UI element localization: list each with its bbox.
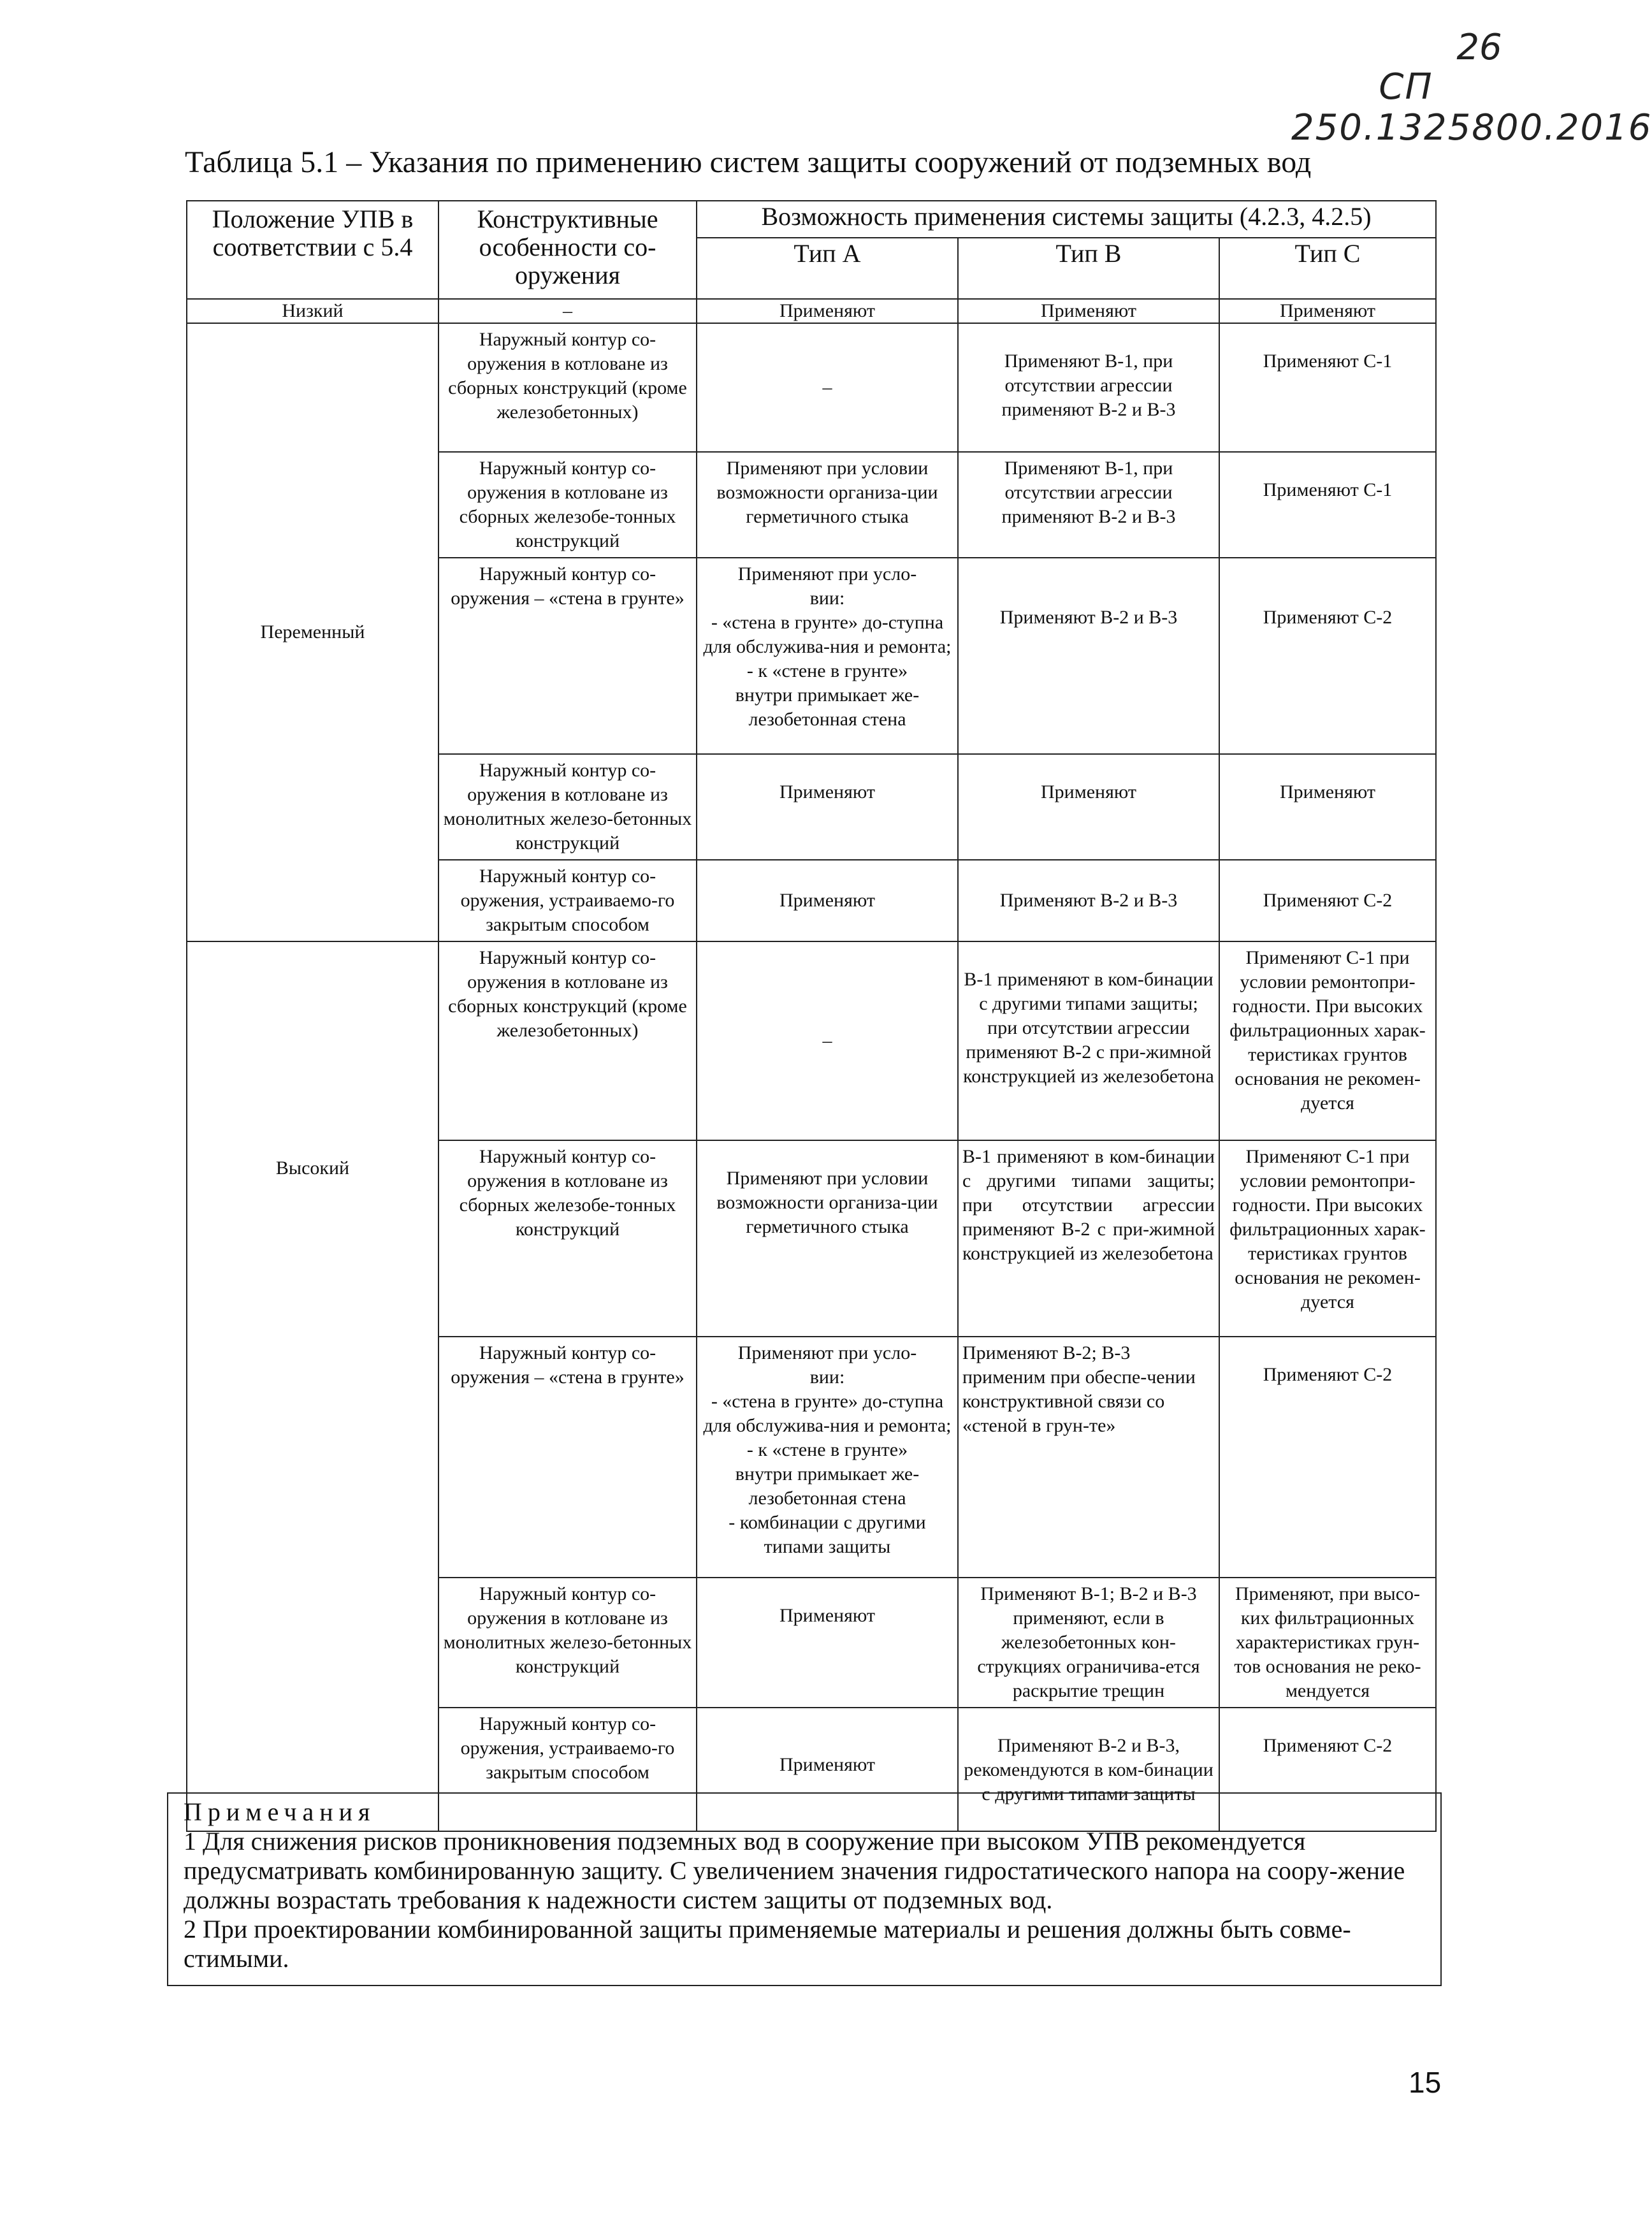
cell-type-b: Применяют [958, 754, 1219, 860]
cell-type-a: Применяют [697, 1708, 958, 1831]
condition-line: вии: [809, 588, 845, 609]
header-type-a: Тип А [697, 238, 958, 299]
condition-line: - к «стене в грунте» [746, 1439, 908, 1460]
cell-feature: Наружный контур со-оружения в котловане из монолитных железо-бетонных конструкций [438, 1578, 697, 1708]
header-protection-group: Возможность применения системы защиты (4.2.3, 4.2.5) [697, 201, 1436, 238]
cell-type-a: Применяют [697, 1578, 958, 1708]
table-title: Таблица 5.1 – Указания по применению систем защиты сооружений от подземных вод [185, 145, 1312, 179]
cell-type-c: Применяют С-1 [1219, 452, 1436, 558]
condition-line: внутри примыкает же-лезобетонная стена [735, 685, 920, 730]
page-number: 15 [1409, 2066, 1442, 2099]
cell-position-high [187, 941, 438, 1831]
header-type-c: Тип С [1219, 238, 1436, 299]
cell-feature: Наружный контур со-оружения в котловане из монолитных железо-бетонных конструкций [438, 754, 697, 860]
cell-type-c: Применяют, при высо-ких фильтрационных характеристиках грун-тов основания не реко-мендуется [1219, 1578, 1436, 1708]
cell-type-c: Применяют С-2 [1219, 558, 1436, 754]
cell-type-c: Применяют С-1 при условии ремонтопри-годности. При высоких фильтрационных харак-теристиках грунтов основания не рекомен-дуется [1219, 1140, 1436, 1337]
cell-type-b: Применяют В-1, при отсутствии агрессии применяют В-2 и В-3 [958, 323, 1219, 452]
position-label: Высокий [275, 1158, 350, 1179]
table-notes [167, 1792, 1442, 1986]
cell-type-c: Применяют [1219, 299, 1436, 323]
cell-type-a: Применяют при условии возможности организа-ции герметичного стыка [697, 452, 958, 558]
cell-type-c: Применяют С-2 [1219, 1708, 1436, 1831]
condition-line: Применяют при усло- [737, 1342, 917, 1363]
cell-position-low: Низкий [187, 299, 438, 323]
cell-type-a: Применяют [697, 860, 958, 941]
cell-type-b: Применяют В-1, при отсутствии агрессии применяют В-2 и В-3 [958, 452, 1219, 558]
cell-type-c: Применяют С-2 [1219, 860, 1436, 941]
condition-line: внутри примыкает же-лезобетонная стена [735, 1463, 920, 1509]
protection-systems-table [186, 200, 1437, 1832]
condition-line: - «стена в грунте» до-ступна для обслужива-ния и ремонта; [703, 1391, 952, 1436]
cell-feature: Наружный контур со-оружения, устраиваемо-го закрытым способом [438, 860, 697, 941]
table-row-low [187, 299, 1436, 323]
cell-feature: Наружный контур со-оружения в котловане из сборных железобе-тонных конструкций [438, 452, 697, 558]
cell-type-a: Применяют при условии возможности организа-ции герметичного стыка [697, 1140, 958, 1337]
header-type-b: Тип В [958, 238, 1219, 299]
cell-type-c: Применяют С-1 при условии ремонтопри-годности. При высоких фильтрационных харак-теристиках грунтов основания не рекомен-дуется [1219, 941, 1436, 1140]
cell-type-a [697, 1337, 958, 1578]
cell-type-c: Применяют С-2 [1219, 1337, 1436, 1578]
cell-feature: Наружный контур со-оружения в котловане из сборных конструкций (кроме железобетонных) [438, 323, 697, 452]
handwritten-page-number: 26 [1456, 27, 1502, 68]
cell-feature: Наружный контур со-оружения – «стена в грунте» [438, 1337, 697, 1578]
cell-type-b: Применяют В-2 и В-3 [958, 558, 1219, 754]
cell-position-variable [187, 323, 438, 941]
condition-line: - комбинации с другими типами защиты [728, 1512, 926, 1557]
cell-feature: Наружный контур со-оружения в котловане из сборных конструкций (кроме железобетонных) [438, 941, 697, 1140]
condition-line: вии: [809, 1367, 845, 1388]
header-position: Положение УПВ в соответствии с 5.4 [187, 201, 438, 299]
cell-type-c: Применяют С-1 [1219, 323, 1436, 452]
cell-type-b: Применяют В-2; В-3 применим при обеспе-чении конструктивной связи со «стеной в грун-те» [958, 1337, 1219, 1578]
condition-line: Применяют при усло- [737, 563, 917, 584]
cell-feature: Наружный контур со-оружения в котловане из сборных железобе-тонных конструкций [438, 1140, 697, 1337]
note-2: 2 При проектировании комбинированной защиты применяемые материалы и решения должны быть совме-стимыми. [184, 1915, 1351, 1973]
cell-type-a: Применяют [697, 299, 958, 323]
table-row [187, 323, 1436, 452]
position-label: Переменный [260, 621, 365, 642]
table-row [187, 941, 1436, 1140]
condition-line: - «стена в грунте» до-ступна для обслужива-ния и ремонта; [703, 612, 952, 657]
cell-type-b: В-1 применяют в ком-бинации с другими типами защиты; при отсутствии агрессии применяют В-2 с при-жимной конструкцией из железобетона [958, 1140, 1219, 1337]
cell-type-a: – [697, 941, 958, 1140]
cell-feature: Наружный контур со-оружения, устраиваемо-го закрытым способом [438, 1708, 697, 1831]
notes-title: Примечания [184, 1797, 376, 1826]
cell-type-b: Применяют В-1; В-2 и В-3 применяют, если в железобетонных кон-струкциях ограничива-ется раскрытие трещин [958, 1578, 1219, 1708]
note-1: 1 Для снижения рисков проникновения подземных вод в сооружение при высоком УПВ рекомендуется предусматривать комбинированную защиту. С увеличением значения гидростатического напора на соору-жение должны возрастать требования к надежности систем защиты от подземных вод. [184, 1827, 1405, 1914]
cell-type-b: Применяют [958, 299, 1219, 323]
cell-type-c: Применяют [1219, 754, 1436, 860]
cell-type-a: – [697, 323, 958, 452]
handwritten-document-code: СП 250.1325800.2016 [1291, 66, 1652, 149]
cell-type-b: В-1 применяют в ком-бинации с другими типами защиты; при отсутствии агрессии применяют В-2 с при-жимной конструкцией из железобетона [958, 941, 1219, 1140]
cell-type-a [697, 558, 958, 754]
cell-type-a: Применяют [697, 754, 958, 860]
table-header-row [187, 201, 1436, 238]
cell-feature: – [438, 299, 697, 323]
cell-type-b: Применяют В-2 и В-3 [958, 860, 1219, 941]
cell-type-b: Применяют В-2 и В-3, рекомендуются в ком-бинации с другими типами защиты [958, 1708, 1219, 1831]
header-features: Конструктивные особенности со-оружения [438, 201, 697, 299]
cell-feature: Наружный контур со-оружения – «стена в грунте» [438, 558, 697, 754]
handwritten-annotation [1291, 27, 1652, 149]
condition-line: - к «стене в грунте» [746, 660, 908, 681]
